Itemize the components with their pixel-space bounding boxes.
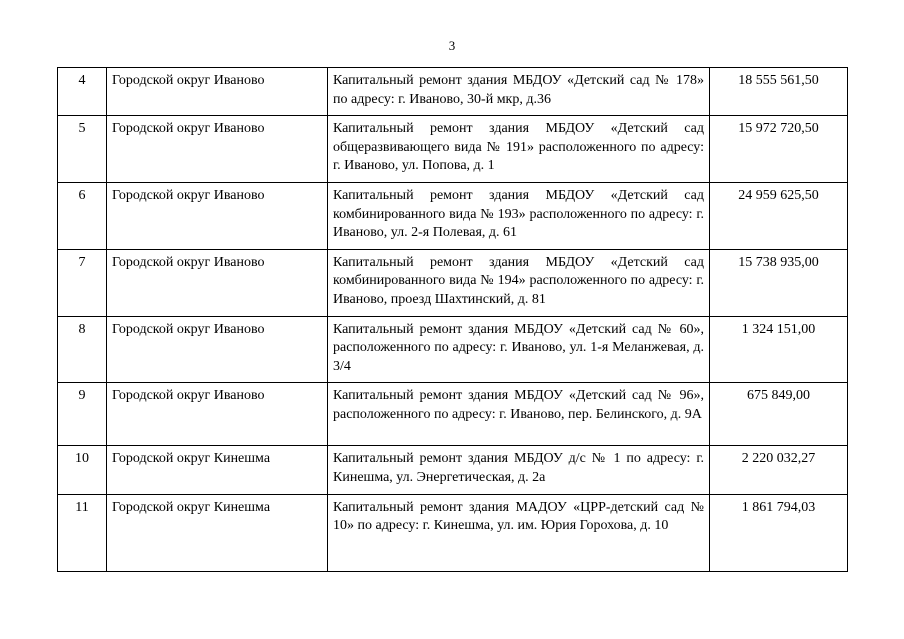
row-number: 6 <box>58 182 107 249</box>
table-row <box>58 182 848 249</box>
table-row <box>58 68 848 116</box>
row-number: 8 <box>58 316 107 383</box>
amount-cell: 24 959 625,50 <box>710 182 848 249</box>
description-cell: Капитальный ремонт здания МБДОУ «Детский сад общеразвивающего вида № 191» расположенного по адресу: г. Иваново, ул. Попова, д. 1 <box>328 116 710 183</box>
amount-cell: 15 738 935,00 <box>710 249 848 316</box>
table-row <box>58 383 848 446</box>
amount-cell: 15 972 720,50 <box>710 116 848 183</box>
amount-cell: 1 861 794,03 <box>710 494 848 571</box>
municipality-cell: Городской округ Иваново <box>107 316 328 383</box>
amount-cell: 675 849,00 <box>710 383 848 446</box>
amount-cell: 2 220 032,27 <box>710 446 848 494</box>
municipality-cell: Городской округ Иваново <box>107 383 328 446</box>
table-row <box>58 494 848 571</box>
description-cell: Капитальный ремонт здания МБДОУ д/с № 1 по адресу: г. Кинешма, ул. Энергетическая, д. 2а <box>328 446 710 494</box>
row-number: 5 <box>58 116 107 183</box>
row-number: 9 <box>58 383 107 446</box>
description-cell: Капитальный ремонт здания МБДОУ «Детский сад комбинированного вида № 193» расположенного по адресу: г. Иваново, ул. 2-я Полевая, д. 61 <box>328 182 710 249</box>
amount-cell: 18 555 561,50 <box>710 68 848 116</box>
table-row <box>58 316 848 383</box>
row-number: 11 <box>58 494 107 571</box>
table-row <box>58 446 848 494</box>
municipality-cell: Городской округ Кинешма <box>107 494 328 571</box>
description-cell: Капитальный ремонт здания МАДОУ «ЦРР-детский сад № 10» по адресу: г. Кинешма, ул. им. Юрия Горохова, д. 10 <box>328 494 710 571</box>
description-cell: Капитальный ремонт здания МБДОУ «Детский сад № 178» по адресу: г. Иваново, 30-й мкр, д.36 <box>328 68 710 116</box>
table-row <box>58 249 848 316</box>
description-cell: Капитальный ремонт здания МБДОУ «Детский сад № 96», расположенного по адресу: г. Иваново, пер. Белинского, д. 9А <box>328 383 710 446</box>
page-number: 3 <box>448 38 456 53</box>
row-number: 10 <box>58 446 107 494</box>
row-number: 4 <box>58 68 107 116</box>
funding-table <box>57 67 848 572</box>
table-row <box>58 116 848 183</box>
municipality-cell: Городской округ Иваново <box>107 249 328 316</box>
amount-cell: 1 324 151,00 <box>710 316 848 383</box>
municipality-cell: Городской округ Иваново <box>107 182 328 249</box>
row-number: 7 <box>58 249 107 316</box>
description-cell: Капитальный ремонт здания МБДОУ «Детский сад комбинированного вида № 194» расположенного по адресу: г. Иваново, проезд Шахтинский, д. 81 <box>328 249 710 316</box>
municipality-cell: Городской округ Иваново <box>107 68 328 116</box>
description-cell: Капитальный ремонт здания МБДОУ «Детский сад № 60», расположенного по адресу: г. Иваново, ул. 1-я Меланжевая, д. 3/4 <box>328 316 710 383</box>
municipality-cell: Городской округ Кинешма <box>107 446 328 494</box>
municipality-cell: Городской округ Иваново <box>107 116 328 183</box>
